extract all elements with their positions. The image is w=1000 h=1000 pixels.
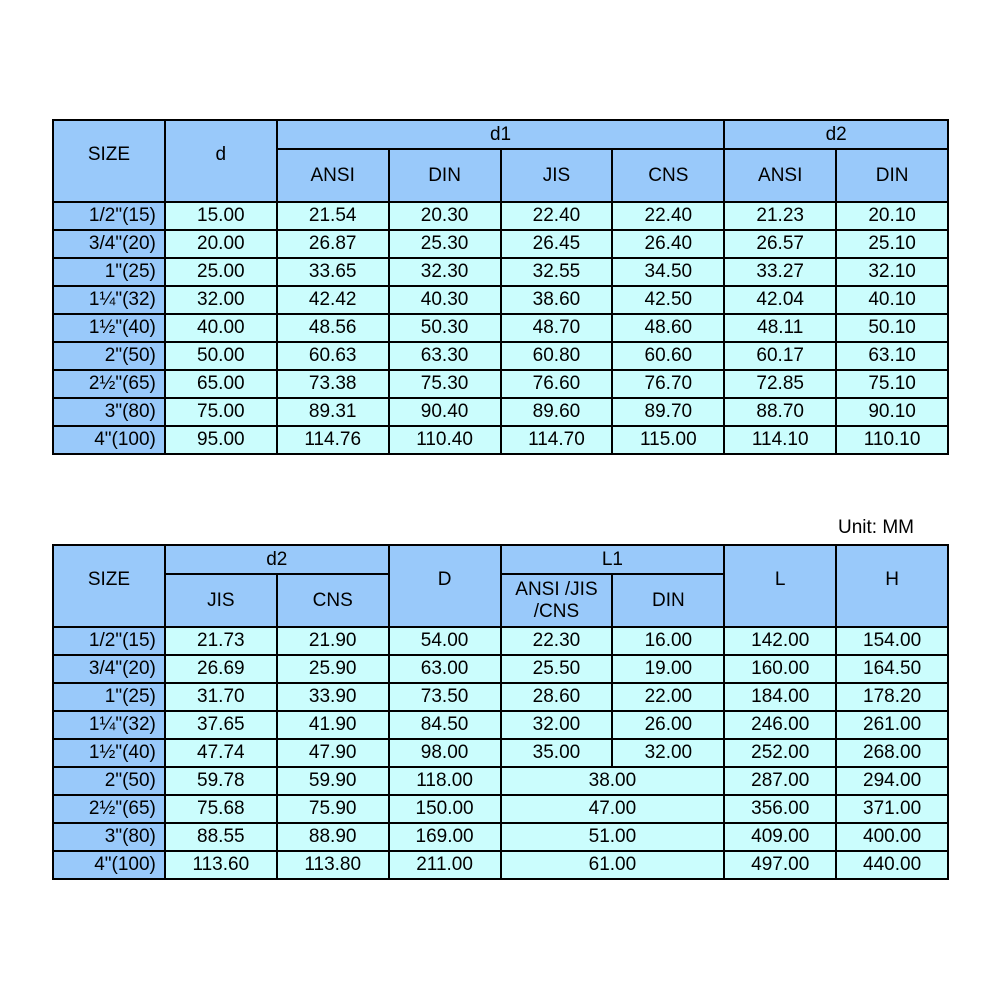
cell-L: 142.00 [724, 627, 836, 655]
table-row [53, 627, 948, 655]
table-2-body [53, 627, 948, 879]
cell-size: 1"(25) [53, 683, 165, 711]
cell-d1-din: 20.30 [389, 202, 501, 230]
cell-H: 164.50 [836, 655, 948, 683]
cell-d2-din: 32.10 [836, 258, 948, 286]
cell-d2-cns: 88.90 [277, 823, 389, 851]
cell-size: 2½"(65) [53, 370, 165, 398]
header-d1-jis: JIS [501, 149, 613, 202]
table-row [53, 795, 948, 823]
cell-l1-din: 19.00 [612, 655, 724, 683]
header-d2-cns: CNS [277, 574, 389, 627]
header-d1-cns: CNS [612, 149, 724, 202]
cell-size: 1¼"(32) [53, 286, 165, 314]
cell-size: 4"(100) [53, 851, 165, 879]
cell-size: 4"(100) [53, 426, 165, 454]
cell-d2-din: 20.10 [836, 202, 948, 230]
cell-l1-merged: 61.00 [501, 851, 725, 879]
cell-d1-din: 32.30 [389, 258, 501, 286]
cell-d2-jis: 113.60 [165, 851, 277, 879]
cell-d2-ansi: 26.57 [724, 230, 836, 258]
cell-l1-din: 16.00 [612, 627, 724, 655]
cell-d1-jis: 48.70 [501, 314, 613, 342]
cell-d2-jis: 88.55 [165, 823, 277, 851]
cell-d1-cns: 48.60 [612, 314, 724, 342]
cell-l1-din: 26.00 [612, 711, 724, 739]
cell-d2-jis: 47.74 [165, 739, 277, 767]
cell-d1-ansi: 114.76 [277, 426, 389, 454]
cell-H: 178.20 [836, 683, 948, 711]
cell-d: 15.00 [165, 202, 277, 230]
cell-L: 287.00 [724, 767, 836, 795]
table-row [53, 370, 948, 398]
cell-l1-merged: 47.00 [501, 795, 725, 823]
cell-d2-cns: 41.90 [277, 711, 389, 739]
header-l1-din: DIN [612, 574, 724, 627]
cell-d1-jis: 76.60 [501, 370, 613, 398]
cell-d2-ansi: 72.85 [724, 370, 836, 398]
header-d: d [165, 120, 277, 202]
cell-d2-din: 50.10 [836, 314, 948, 342]
header-d2: d2 [724, 120, 948, 149]
cell-size: 2"(50) [53, 342, 165, 370]
cell-D: 211.00 [389, 851, 501, 879]
cell-d1-jis: 89.60 [501, 398, 613, 426]
cell-size: 1½"(40) [53, 314, 165, 342]
cell-d2-jis: 75.68 [165, 795, 277, 823]
cell-d1-din: 110.40 [389, 426, 501, 454]
cell-d1-cns: 26.40 [612, 230, 724, 258]
cell-D: 150.00 [389, 795, 501, 823]
cell-d1-ansi: 21.54 [277, 202, 389, 230]
cell-d1-jis: 60.80 [501, 342, 613, 370]
table-row [53, 767, 948, 795]
cell-d1-cns: 60.60 [612, 342, 724, 370]
cell-d2-ansi: 48.11 [724, 314, 836, 342]
cell-d1-ansi: 42.42 [277, 286, 389, 314]
cell-size: 1/2"(15) [53, 202, 165, 230]
cell-d2-din: 25.10 [836, 230, 948, 258]
dimension-table-2 [52, 544, 949, 880]
header-d1: d1 [277, 120, 725, 149]
cell-d1-ansi: 26.87 [277, 230, 389, 258]
cell-H: 440.00 [836, 851, 948, 879]
cell-d2-din: 63.10 [836, 342, 948, 370]
table-row [53, 683, 948, 711]
cell-d1-ansi: 89.31 [277, 398, 389, 426]
table-row [53, 655, 948, 683]
cell-d: 75.00 [165, 398, 277, 426]
cell-l1-din: 32.00 [612, 739, 724, 767]
cell-d2-cns: 33.90 [277, 683, 389, 711]
cell-d1-jis: 32.55 [501, 258, 613, 286]
cell-d2-jis: 31.70 [165, 683, 277, 711]
cell-d1-ansi: 48.56 [277, 314, 389, 342]
table-row [53, 286, 948, 314]
cell-d2-ansi: 21.23 [724, 202, 836, 230]
cell-d: 50.00 [165, 342, 277, 370]
cell-L: 160.00 [724, 655, 836, 683]
cell-d1-din: 50.30 [389, 314, 501, 342]
cell-D: 54.00 [389, 627, 501, 655]
table-row [53, 314, 948, 342]
cell-d1-jis: 38.60 [501, 286, 613, 314]
cell-d2-ansi: 88.70 [724, 398, 836, 426]
cell-size: 1½"(40) [53, 739, 165, 767]
cell-d2-cns: 59.90 [277, 767, 389, 795]
cell-d2-din: 40.10 [836, 286, 948, 314]
cell-d: 20.00 [165, 230, 277, 258]
cell-L: 497.00 [724, 851, 836, 879]
cell-H: 268.00 [836, 739, 948, 767]
cell-d1-cns: 22.40 [612, 202, 724, 230]
cell-H: 154.00 [836, 627, 948, 655]
cell-d: 40.00 [165, 314, 277, 342]
header-size: SIZE [53, 120, 165, 202]
cell-D: 84.50 [389, 711, 501, 739]
cell-d2-jis: 37.65 [165, 711, 277, 739]
cell-d: 25.00 [165, 258, 277, 286]
table-row [53, 230, 948, 258]
cell-size: 2½"(65) [53, 795, 165, 823]
cell-size: 1¼"(32) [53, 711, 165, 739]
cell-d: 95.00 [165, 426, 277, 454]
cell-d2-jis: 21.73 [165, 627, 277, 655]
cell-D: 169.00 [389, 823, 501, 851]
cell-d1-cns: 34.50 [612, 258, 724, 286]
cell-size: 3/4"(20) [53, 230, 165, 258]
cell-d2-din: 90.10 [836, 398, 948, 426]
header-d2-jis: JIS [165, 574, 277, 627]
cell-l1-ansi: 22.30 [501, 627, 613, 655]
cell-H: 400.00 [836, 823, 948, 851]
header-D: D [389, 545, 501, 627]
cell-size: 1/2"(15) [53, 627, 165, 655]
cell-d: 65.00 [165, 370, 277, 398]
cell-d1-din: 63.30 [389, 342, 501, 370]
cell-D: 63.00 [389, 655, 501, 683]
header-L1: L1 [501, 545, 725, 574]
cell-d1-cns: 115.00 [612, 426, 724, 454]
table-row [53, 739, 948, 767]
cell-size: 3"(80) [53, 823, 165, 851]
cell-d1-jis: 114.70 [501, 426, 613, 454]
cell-H: 371.00 [836, 795, 948, 823]
table-row [53, 342, 948, 370]
cell-d2-ansi: 114.10 [724, 426, 836, 454]
cell-l1-ansi: 28.60 [501, 683, 613, 711]
header-d2-din: DIN [836, 149, 948, 202]
cell-D: 98.00 [389, 739, 501, 767]
header-d1-din: DIN [389, 149, 501, 202]
table-row [53, 426, 948, 454]
cell-d1-din: 25.30 [389, 230, 501, 258]
cell-d2-cns: 75.90 [277, 795, 389, 823]
cell-d2-din: 110.10 [836, 426, 948, 454]
cell-L: 252.00 [724, 739, 836, 767]
table-row [53, 258, 948, 286]
header-l1-ansi-line2: /CNS [533, 600, 580, 622]
cell-d1-ansi: 33.65 [277, 258, 389, 286]
cell-d2-cns: 47.90 [277, 739, 389, 767]
cell-d2-cns: 21.90 [277, 627, 389, 655]
table-row [53, 851, 948, 879]
cell-D: 73.50 [389, 683, 501, 711]
cell-d1-jis: 26.45 [501, 230, 613, 258]
cell-L: 409.00 [724, 823, 836, 851]
cell-d2-jis: 59.78 [165, 767, 277, 795]
cell-d2-ansi: 33.27 [724, 258, 836, 286]
dimension-table-1 [52, 119, 949, 455]
table-row [53, 398, 948, 426]
table-1-body [53, 202, 948, 454]
cell-size: 1"(25) [53, 258, 165, 286]
cell-d1-ansi: 60.63 [277, 342, 389, 370]
cell-d1-cns: 42.50 [612, 286, 724, 314]
table-row [53, 202, 948, 230]
cell-L: 356.00 [724, 795, 836, 823]
header-l1-ansi-line1: ANSI /JIS [515, 578, 598, 600]
cell-d2-cns: 25.90 [277, 655, 389, 683]
unit-label: Unit: MM [838, 517, 914, 538]
header-d2: d2 [165, 545, 389, 574]
cell-size: 3/4"(20) [53, 655, 165, 683]
header-d1-ansi: ANSI [277, 149, 389, 202]
cell-d1-ansi: 73.38 [277, 370, 389, 398]
cell-size: 3"(80) [53, 398, 165, 426]
cell-l1-merged: 51.00 [501, 823, 725, 851]
cell-d2-ansi: 60.17 [724, 342, 836, 370]
cell-l1-din: 22.00 [612, 683, 724, 711]
cell-L: 184.00 [724, 683, 836, 711]
header-l1-ansi-jis-cns [501, 574, 613, 627]
header-size: SIZE [53, 545, 165, 627]
table-row [53, 711, 948, 739]
cell-H: 294.00 [836, 767, 948, 795]
cell-l1-ansi: 32.00 [501, 711, 613, 739]
cell-l1-merged: 38.00 [501, 767, 725, 795]
cell-d1-din: 75.30 [389, 370, 501, 398]
cell-d1-cns: 76.70 [612, 370, 724, 398]
cell-d2-jis: 26.69 [165, 655, 277, 683]
cell-d1-din: 40.30 [389, 286, 501, 314]
header-H: H [836, 545, 948, 627]
cell-l1-ansi: 35.00 [501, 739, 613, 767]
cell-D: 118.00 [389, 767, 501, 795]
cell-d2-din: 75.10 [836, 370, 948, 398]
cell-l1-ansi: 25.50 [501, 655, 613, 683]
cell-size: 2"(50) [53, 767, 165, 795]
cell-d2-ansi: 42.04 [724, 286, 836, 314]
cell-d1-jis: 22.40 [501, 202, 613, 230]
cell-d: 32.00 [165, 286, 277, 314]
cell-d1-cns: 89.70 [612, 398, 724, 426]
header-L: L [724, 545, 836, 627]
cell-L: 246.00 [724, 711, 836, 739]
cell-d2-cns: 113.80 [277, 851, 389, 879]
cell-d1-din: 90.40 [389, 398, 501, 426]
cell-H: 261.00 [836, 711, 948, 739]
header-d2-ansi: ANSI [724, 149, 836, 202]
table-row [53, 823, 948, 851]
